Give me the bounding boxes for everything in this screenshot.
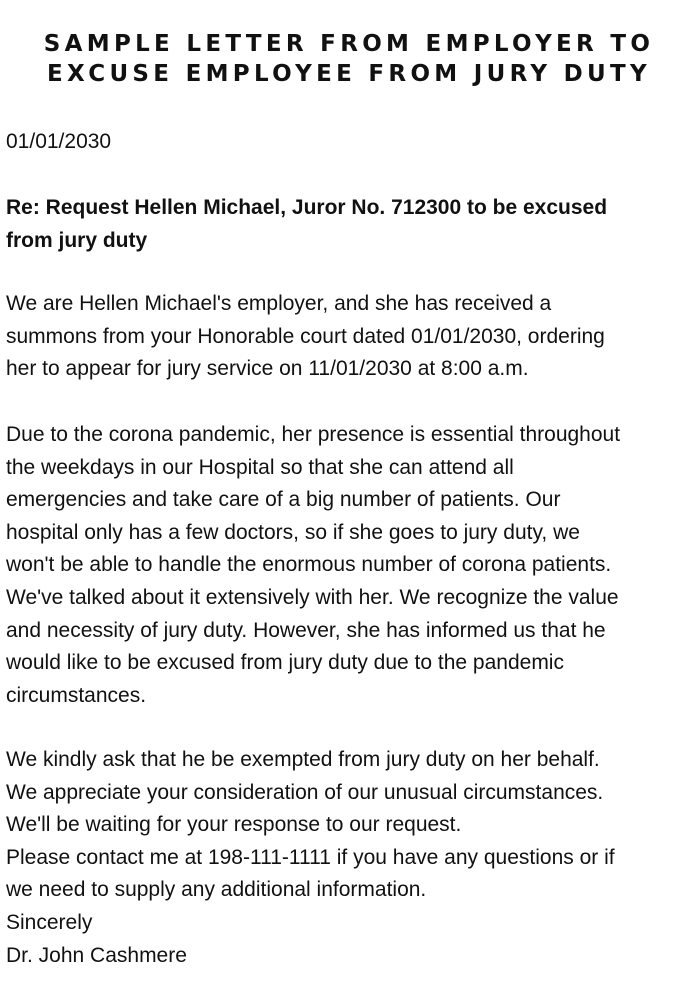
title-line: EXCUSE EMPLOYEE FROM JURY DUTY [47, 61, 651, 87]
paragraph-line: We'll be waiting for your response to our request. [6, 813, 462, 837]
paragraph-line: circumstances. [6, 683, 147, 707]
paragraph-line: would like to be excused from jury duty due to the pandemic [6, 651, 564, 675]
paragraph-2 [6, 419, 696, 712]
paragraph-line: emergencies and take care of a big number of patients. Our [6, 488, 561, 512]
paragraph-line: We are Hellen Michael's employer, and she has received a [6, 292, 552, 315]
paragraph-3 [6, 744, 696, 972]
paragraph-line: and necessity of jury duty. However, she has informed us that he [6, 618, 606, 642]
paragraph-line: her to appear for jury service on 11/01/2030 at 8:00 a.m. [6, 357, 529, 381]
letter-title [0, 29, 698, 89]
paragraph-line: won't be able to handle the enormous number of corona patients. [6, 553, 612, 577]
letter-date [6, 126, 696, 159]
title-line: SAMPLE LETTER FROM EMPLOYER TO [43, 31, 655, 57]
paragraph-line: We kindly ask that he be exempted from jury duty on her behalf. [6, 748, 600, 771]
paragraph-line: the weekdays in our Hospital so that she can attend all [6, 455, 514, 479]
letter-subject [6, 192, 696, 257]
paragraph-line: We've talked about it extensively with her. We recognize the value [6, 585, 619, 609]
paragraph-line: Due to the corona pandemic, her presence is essential throughout [6, 423, 621, 446]
date-text: 01/01/2030 [6, 130, 112, 153]
paragraph-1 [6, 288, 696, 386]
paragraph-line: We appreciate your consideration of our unusual circumstances. [6, 780, 604, 804]
paragraph-line: hospital only has a few doctors, so if she goes to jury duty, we [6, 520, 580, 544]
subject-line: Re: Request Hellen Michael, Juror No. 712300 to be excused [6, 196, 608, 219]
subject-line: from jury duty [6, 228, 148, 252]
closing-text: Sincerely [6, 910, 93, 934]
paragraph-line: Please contact me at 198-111-1111 if you have any questions or if [6, 845, 615, 869]
signature-text: Dr. John Cashmere [6, 943, 187, 967]
paragraph-line: summons from your Honorable court dated 01/01/2030, ordering [6, 324, 605, 348]
paragraph-line: we need to supply any additional information. [6, 878, 427, 902]
